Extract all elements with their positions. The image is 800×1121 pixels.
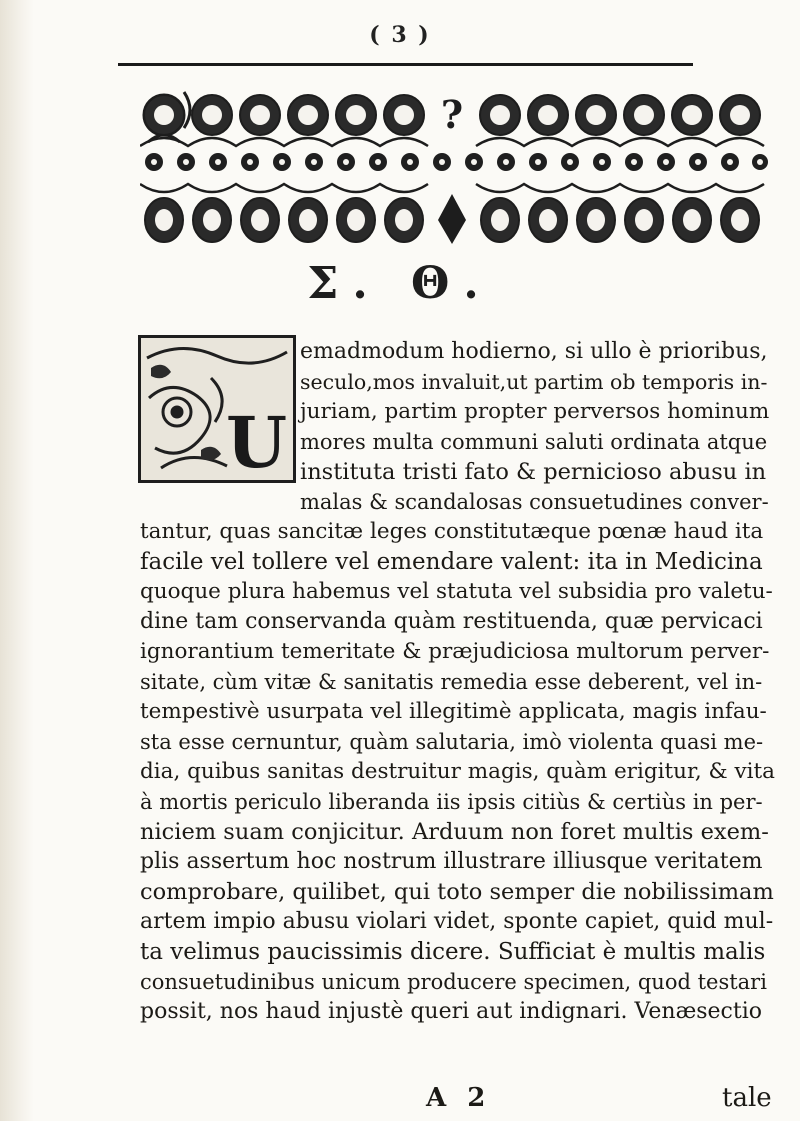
body-line: juriam, partim propter perversos hominum (300, 399, 770, 424)
running-head-page-number: ( 3 ) (369, 22, 431, 48)
body-line: malas & scandalosas consuetudines conver- (300, 490, 769, 514)
body-line: mores multa communi saluti ordinata atque (300, 430, 768, 454)
body-line: dine tam conservanda quàm restituenda, quæ pervicaci (140, 609, 763, 634)
catchword: tale (722, 1083, 772, 1113)
svg-text:?: ? (440, 92, 464, 137)
body-line: dia, quibus sanitas destruitur magis, quàm erigitur, & vita (140, 759, 775, 784)
woodcut-floral-band-icon (140, 174, 770, 248)
decorated-initial-icon (138, 335, 296, 483)
section-heading: Σ. Θ. (307, 258, 493, 309)
body-line: ta velimus paucissimis dicere. Sufficiat è multis malis (140, 939, 766, 965)
body-line: instituta tristi fato & pernicioso abusu in (300, 459, 767, 485)
woodcut-floral-band-icon (140, 80, 770, 150)
body-line: tempestivè usurpata vel illegitimè applicata, magis infau- (140, 699, 767, 724)
page-gutter-shadow (0, 0, 34, 1121)
body-line: sitate, cùm vitæ & sanitatis remedia esse deberent, vel in- (140, 670, 763, 694)
header-rule (118, 63, 693, 66)
fleuron-row-icon (140, 150, 770, 174)
body-line: tantur, quas sancitæ leges constitutæque pœnæ haud ita (140, 519, 764, 544)
body-line: sta esse cernuntur, quàm salutaria, imò violenta quasi me- (140, 730, 764, 754)
body-line: possit, nos haud injustè queri aut indignari. Venæsectio (140, 999, 762, 1024)
body-line: seculo,mos invaluit,ut partim ob temporis in- (300, 370, 768, 394)
body-line: consuetudinibus unicum producere specimen, quod testari (140, 970, 767, 994)
body-line: emadmodum hodierno, si ullo è prioribus, (300, 339, 768, 364)
body-line: artem impio abusu violari videt, sponte capiet, quid mul- (140, 909, 774, 934)
body-line: ignorantium temeritate & præjudiciosa multorum perver- (140, 639, 770, 664)
body-line: niciem suam conjicitur. Arduum non foret multis exem- (140, 819, 769, 845)
body-line: facile vel tollere vel emendare valent: ita in Medicina (140, 549, 763, 575)
initial-letter: U (225, 401, 287, 483)
body-line: à mortis periculo liberanda iis ipsis citiùs & certiùs in per- (140, 790, 763, 814)
body-line: quoque plura habemus vel statuta vel subsidia pro valetu- (140, 579, 773, 604)
signature-mark: A 2 (426, 1083, 492, 1113)
body-line: comprobare, quilibet, qui toto semper die nobilissimam (140, 879, 774, 905)
body-line: plis assertum hoc nostrum illustrare illiusque veritatem (140, 849, 763, 874)
